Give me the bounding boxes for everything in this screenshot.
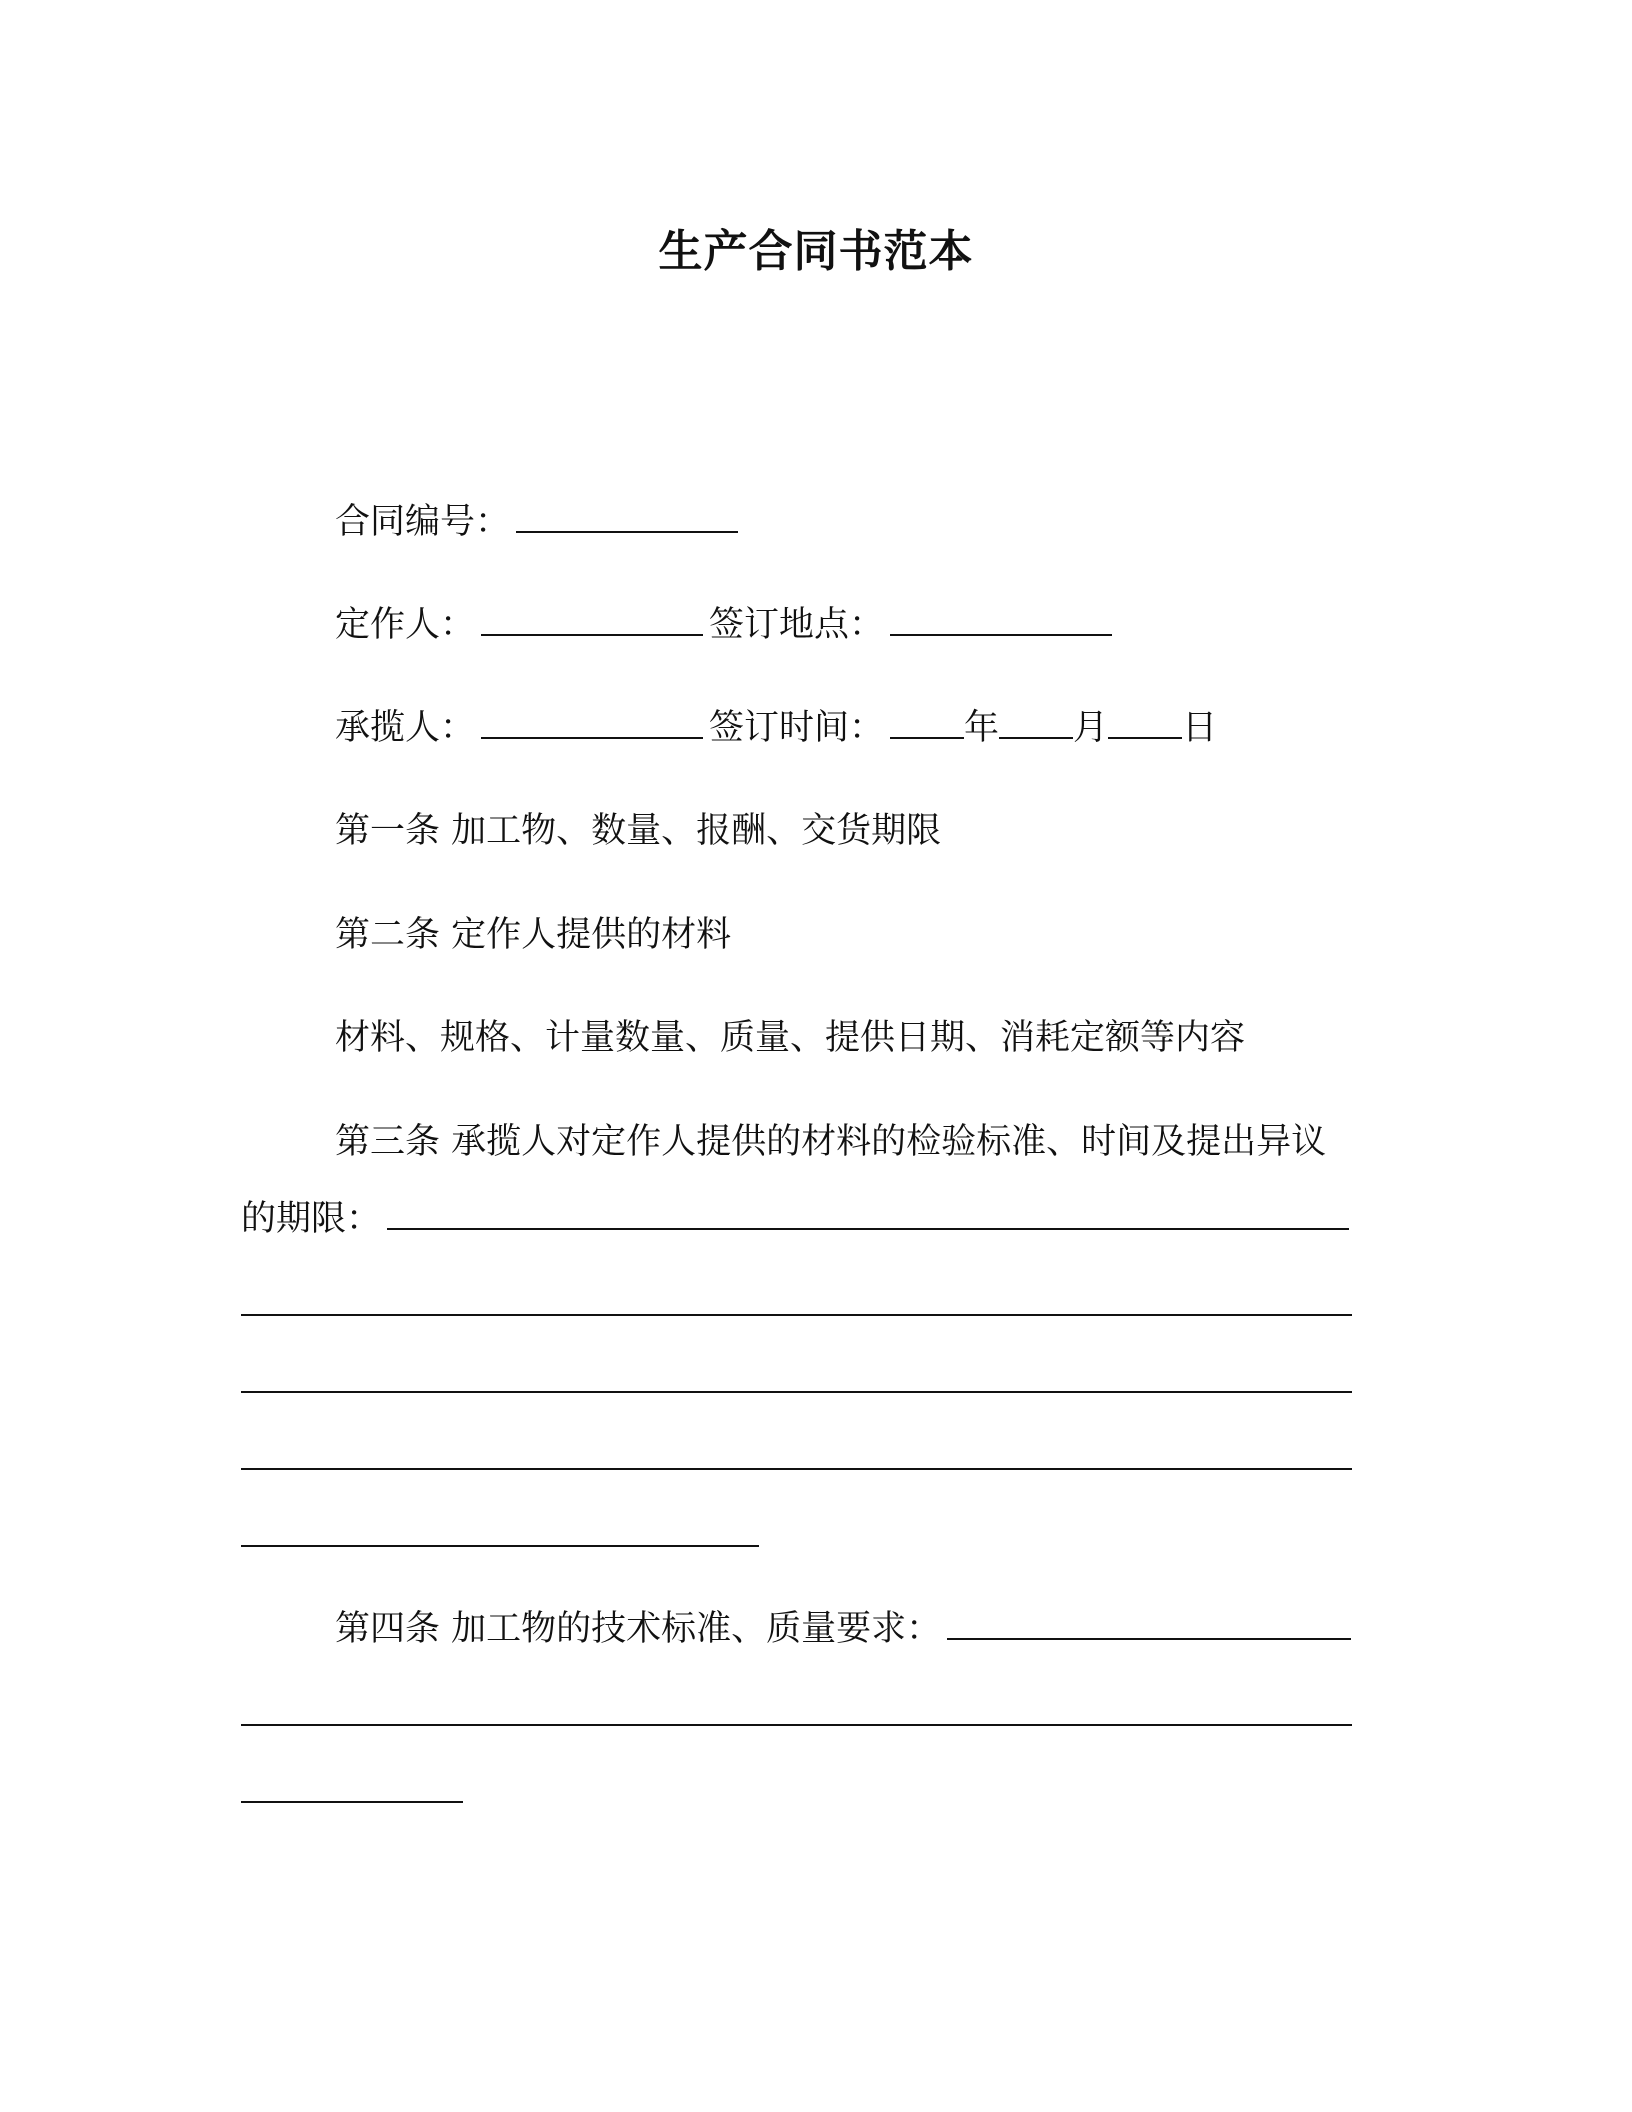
article-4-blank-3[interactable] [241,1801,463,1803]
orderer-row [335,600,1118,650]
year-label: 年 [964,708,1000,748]
contract-number-blank[interactable] [516,497,738,533]
page-title: 生产合同书范本 [658,226,974,277]
year-blank[interactable] [890,703,964,739]
article-3-blank-5[interactable] [241,1545,759,1547]
article-4-blank-2[interactable] [241,1724,1352,1726]
month-label: 月 [1073,708,1109,748]
article-3-blank-1[interactable] [387,1194,1349,1230]
day-blank[interactable] [1108,703,1182,739]
article-2-detail: 材料、规格、计量数量、质量、提供日期、消耗定额等内容 [335,1018,1246,1058]
contract-number-row [335,497,744,547]
article-3-line-2 [241,1194,1355,1244]
contractor-row [335,703,1217,753]
day-label: 日 [1182,708,1218,748]
contract-number-label: 合同编号： [335,502,511,542]
sign-place-label: 签订地点： [709,605,885,645]
orderer-label: 定作人： [335,605,476,645]
article-4-blank-1[interactable] [947,1604,1351,1640]
article-4 [335,1604,1357,1654]
article-4-label: 第四条 加工物的技术标准、质量要求： [335,1609,942,1649]
article-2: 第二条 定作人提供的材料 [335,915,732,955]
article-1: 第一条 加工物、数量、报酬、交货期限 [335,811,942,851]
sign-place-blank[interactable] [890,600,1112,636]
article-3-blank-3[interactable] [241,1391,1352,1393]
month-blank[interactable] [999,703,1073,739]
article-3-line-1: 第三条 承揽人对定作人提供的材料的检验标准、时间及提出异议 [335,1122,1327,1162]
sign-time-label: 签订时间： [709,708,885,748]
orderer-blank[interactable] [481,600,703,636]
article-3-blank-2[interactable] [241,1314,1352,1316]
contractor-blank[interactable] [481,703,703,739]
contractor-label: 承揽人： [335,708,476,748]
article-3-period-label: 的期限： [241,1199,382,1239]
article-3-blank-4[interactable] [241,1468,1352,1470]
